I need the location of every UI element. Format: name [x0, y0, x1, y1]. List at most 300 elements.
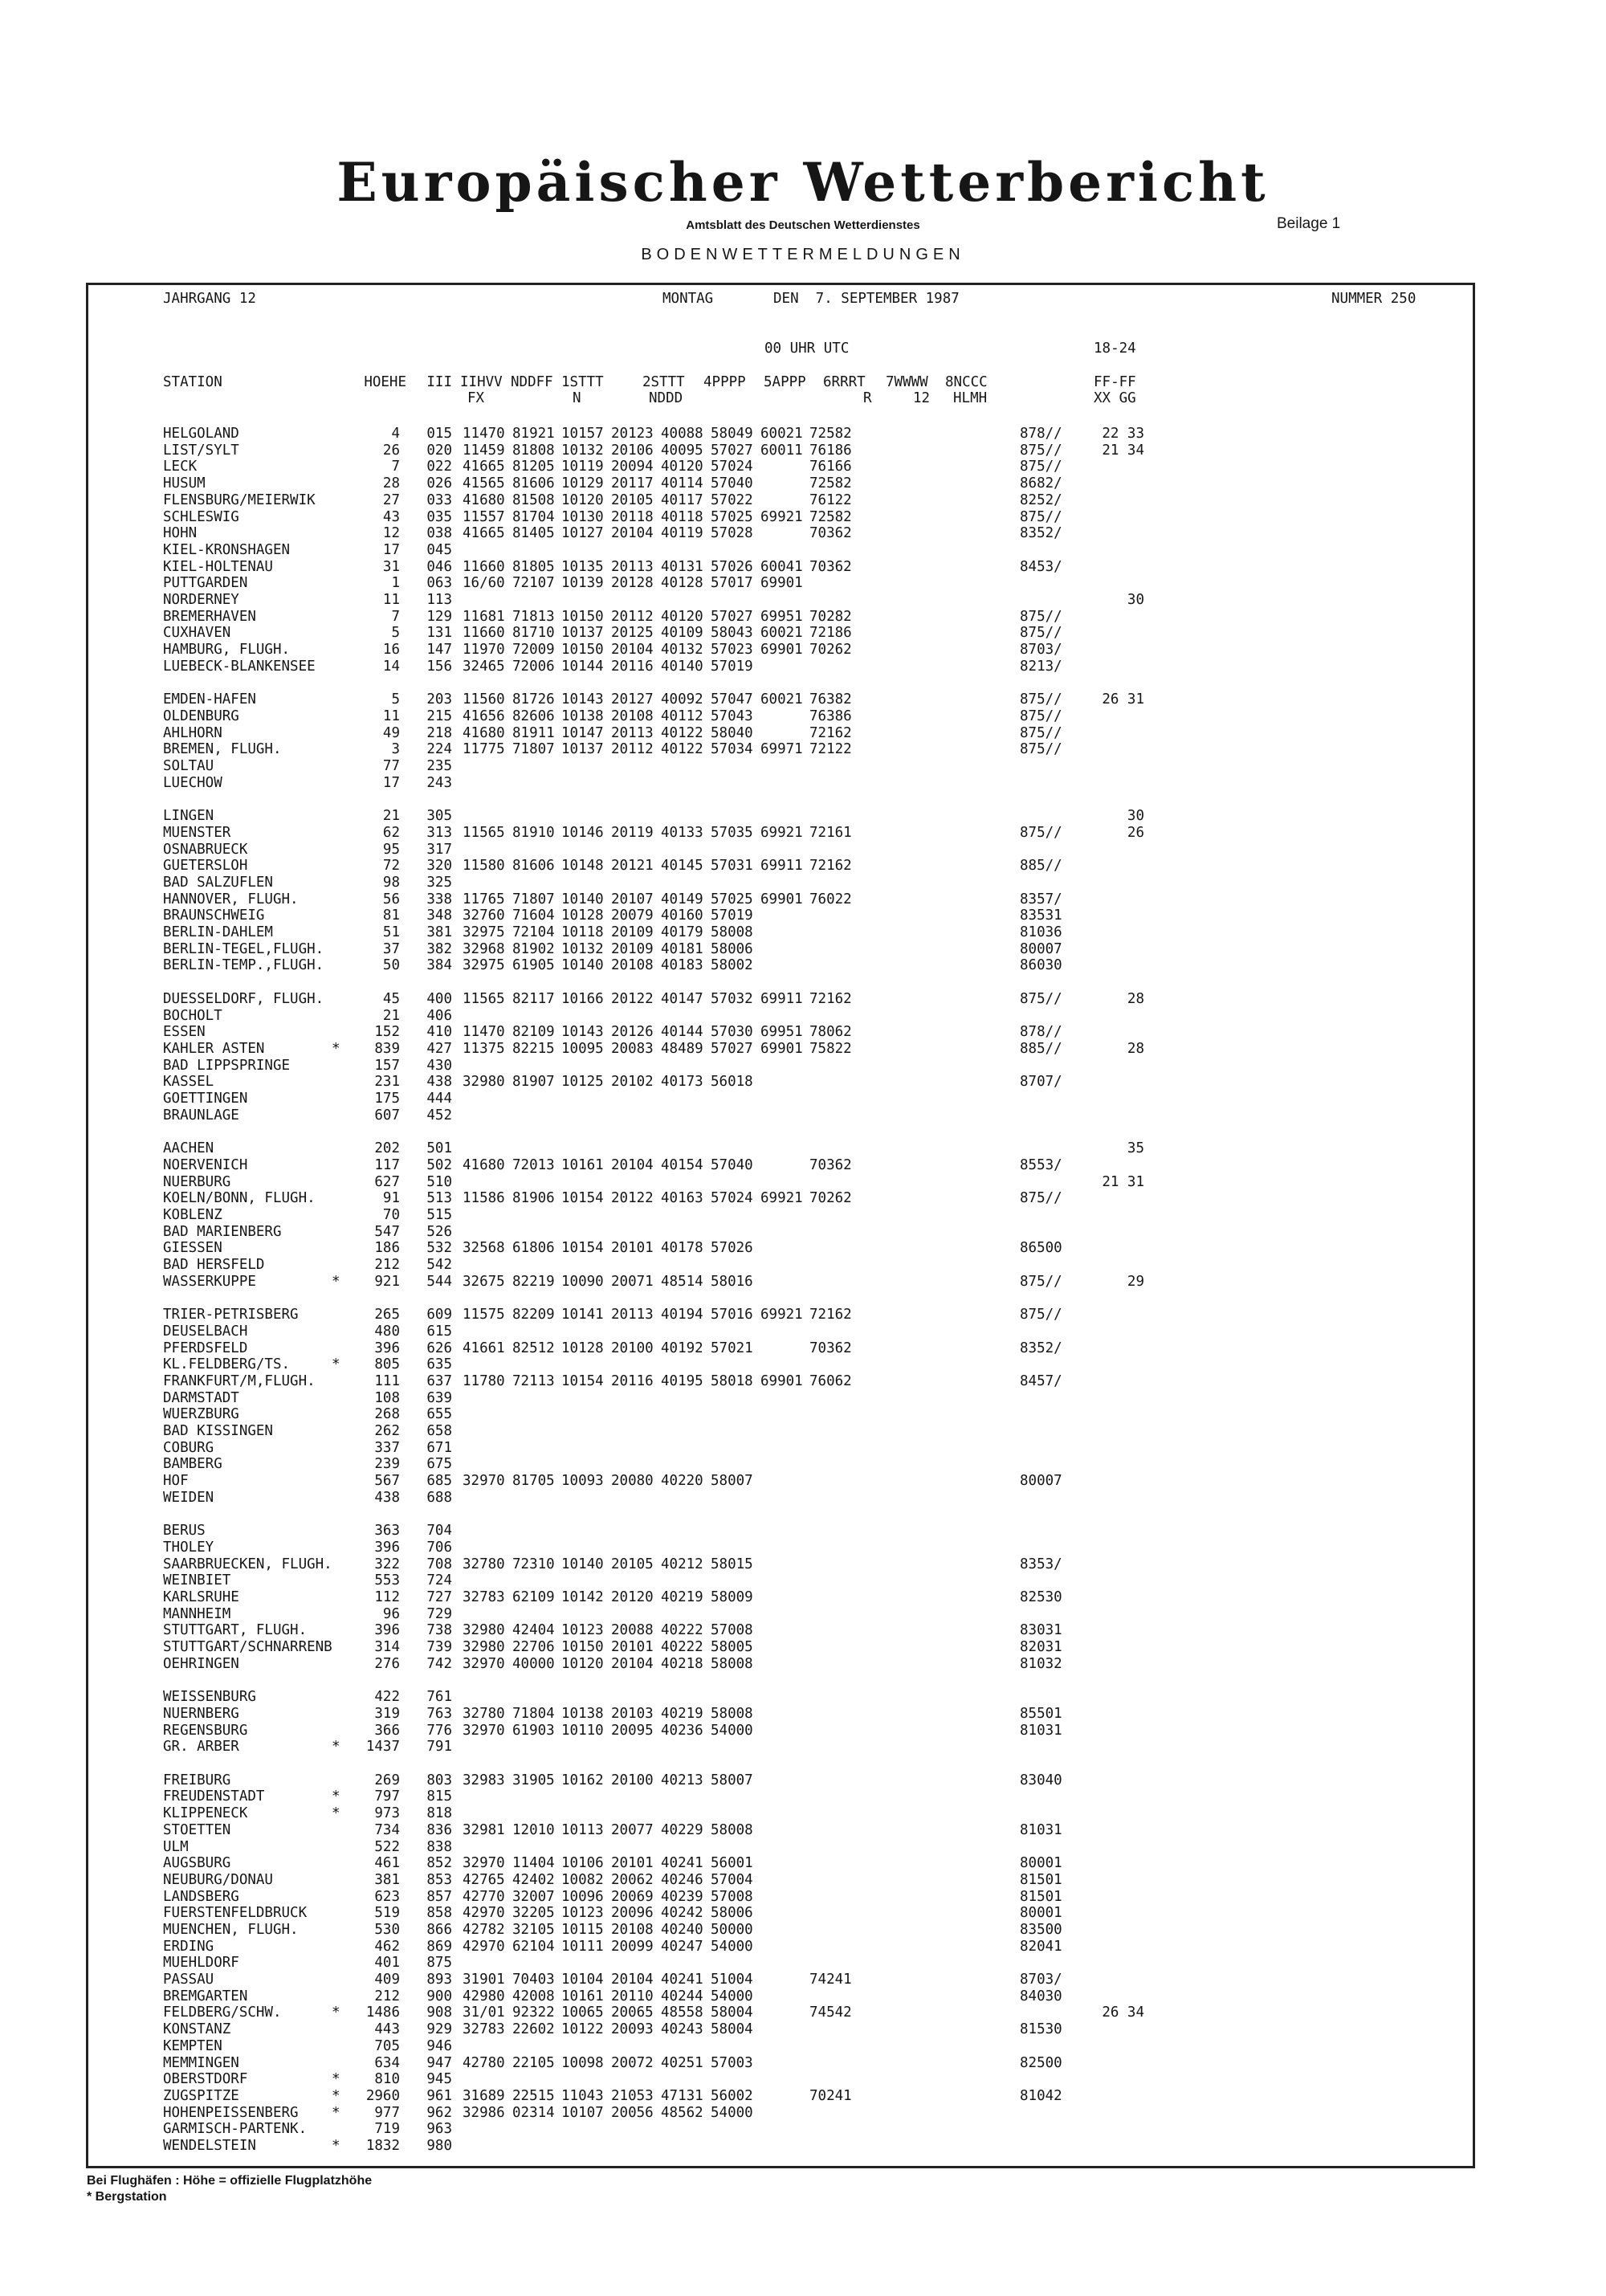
station-index: 858 — [426, 1905, 452, 1921]
group-n: 81530 — [1020, 2021, 1062, 2037]
group-w: 70362 — [809, 1157, 852, 1173]
group-n: 83531 — [1020, 907, 1062, 924]
station-name: SOLTAU — [163, 758, 214, 774]
group-f: 54000 — [711, 1988, 753, 2004]
group-n: 875// — [1020, 991, 1062, 1007]
group-d: 20107 — [611, 891, 654, 907]
group-e: 40114 — [661, 475, 703, 491]
group-n: 875// — [1020, 459, 1062, 475]
station-height: 11 — [382, 708, 400, 724]
column-header-6rrrt: 6RRRT — [823, 374, 866, 390]
group-e: 40181 — [661, 941, 703, 957]
station-index: 427 — [426, 1041, 452, 1057]
station-height: 422 — [374, 1689, 400, 1705]
group-n: 81501 — [1020, 1872, 1062, 1888]
station-name: GARMISCH-PARTENK. — [163, 2121, 308, 2137]
station-height: 16 — [382, 642, 400, 658]
group-w: 76382 — [809, 691, 852, 708]
column-subheader-nddd: NDDD — [649, 390, 683, 406]
station-index: 305 — [426, 808, 452, 824]
station-height: 7 — [391, 609, 400, 625]
group-d: 21053 — [611, 2088, 654, 2104]
station-name: KOBLENZ — [163, 1207, 222, 1223]
station-name: NUERNBERG — [163, 1706, 239, 1722]
group-e: 40120 — [661, 609, 703, 625]
group-b: 82209 — [512, 1307, 555, 1323]
station-height: 363 — [374, 1523, 400, 1539]
group-b: 81805 — [512, 559, 555, 575]
group-b: 32205 — [512, 1905, 555, 1921]
column-header-1sttt: 1STTT — [561, 374, 604, 390]
station-height: 381 — [374, 1872, 400, 1888]
group-b: 71604 — [512, 907, 555, 924]
group-e: 40220 — [661, 1473, 703, 1489]
station-index: 639 — [426, 1390, 452, 1406]
station-index: 803 — [426, 1772, 452, 1788]
group-e: 40154 — [661, 1157, 703, 1173]
station-name: EMDEN-HAFEN — [163, 691, 256, 708]
mountain-station-marker: * — [332, 2088, 340, 2104]
group-e: 40192 — [661, 1340, 703, 1356]
station-index: 724 — [426, 1572, 452, 1588]
group-e: 40195 — [661, 1373, 703, 1389]
group-a: 42782 — [463, 1922, 505, 1938]
group-f: 50000 — [711, 1922, 753, 1938]
station-index: 688 — [426, 1490, 452, 1506]
group-e: 40122 — [661, 741, 703, 757]
group-e: 40120 — [661, 459, 703, 475]
group-f: 57026 — [711, 1240, 753, 1256]
group-e: 48514 — [661, 1274, 703, 1290]
station-height: 4 — [391, 426, 400, 442]
station-name: OBERSTDORF — [163, 2071, 248, 2087]
station-index: 410 — [426, 1024, 452, 1040]
station-height: 62 — [382, 825, 400, 841]
group-f: 57027 — [711, 609, 753, 625]
group-d: 20095 — [611, 1723, 654, 1739]
station-height: 27 — [382, 492, 400, 508]
group-c: 10120 — [561, 1656, 604, 1672]
station-height: 111 — [374, 1373, 400, 1389]
group-a: 11580 — [463, 858, 505, 874]
group-g: 60041 — [760, 559, 803, 575]
station-index: 626 — [426, 1340, 452, 1356]
group-f: 57026 — [711, 559, 753, 575]
station-index: 658 — [426, 1423, 452, 1439]
date-label: DEN 7. SEPTEMBER 1987 — [773, 291, 960, 307]
station-name: WUERZBURG — [163, 1406, 239, 1422]
station-height: 11 — [382, 592, 400, 608]
group-a: 11775 — [463, 741, 505, 757]
gust-value: 28 — [1127, 991, 1144, 1007]
group-d: 20116 — [611, 659, 654, 675]
group-b: 81205 — [512, 459, 555, 475]
station-index: 761 — [426, 1689, 452, 1705]
station-name: HOF — [163, 1473, 189, 1489]
group-a: 41680 — [463, 725, 505, 741]
station-height: 462 — [374, 1939, 400, 1955]
station-height: 322 — [374, 1556, 400, 1572]
group-g: 69921 — [760, 1190, 803, 1206]
group-f: 57028 — [711, 525, 753, 541]
group-n: 8352/ — [1020, 1340, 1062, 1356]
column-header-station: STATION — [163, 374, 222, 390]
station-index: 406 — [426, 1008, 452, 1024]
station-index: 763 — [426, 1706, 452, 1722]
group-d: 20117 — [611, 475, 654, 491]
group-c: 10065 — [561, 2004, 604, 2021]
station-name: LUEBECK-BLANKENSEE — [163, 659, 316, 675]
station-index: 963 — [426, 2121, 452, 2137]
gust-value: 21 34 — [1102, 442, 1144, 459]
group-w: 76386 — [809, 708, 852, 724]
station-index: 853 — [426, 1872, 452, 1888]
group-b: 72107 — [512, 575, 555, 591]
group-a: 11557 — [463, 509, 505, 525]
station-name: KOELN/BONN, FLUGH. — [163, 1190, 316, 1206]
station-index: 544 — [426, 1274, 452, 1290]
group-b: 82512 — [512, 1340, 555, 1356]
group-b: 81906 — [512, 1190, 555, 1206]
group-w: 78062 — [809, 1024, 852, 1040]
station-height: 623 — [374, 1889, 400, 1905]
station-index: 738 — [426, 1622, 452, 1638]
station-height: 56 — [382, 891, 400, 907]
group-c: 10161 — [561, 1157, 604, 1173]
station-name: KONSTANZ — [163, 2021, 231, 2037]
group-e: 40133 — [661, 825, 703, 841]
group-e: 40132 — [661, 642, 703, 658]
group-n: 85501 — [1020, 1706, 1062, 1722]
group-d: 20096 — [611, 1905, 654, 1921]
group-f: 58018 — [711, 1373, 753, 1389]
station-height: 977 — [374, 2105, 400, 2121]
group-e: 40219 — [661, 1589, 703, 1605]
station-index: 962 — [426, 2105, 452, 2121]
group-f: 57003 — [711, 2055, 753, 2071]
station-index: 532 — [426, 1240, 452, 1256]
station-height: 157 — [374, 1058, 400, 1074]
group-c: 10154 — [561, 1190, 604, 1206]
group-d: 20109 — [611, 941, 654, 957]
station-name: BERLIN-TEGEL,FLUGH. — [163, 941, 324, 957]
station-height: 276 — [374, 1656, 400, 1672]
station-height: 547 — [374, 1224, 400, 1240]
group-a: 41661 — [463, 1340, 505, 1356]
group-g: 69951 — [760, 609, 803, 625]
group-d: 20108 — [611, 708, 654, 724]
group-a: 32975 — [463, 957, 505, 973]
group-w: 72122 — [809, 741, 852, 757]
station-name: BREMGARTEN — [163, 1988, 248, 2004]
station-name: HOHENPEISSENBERG — [163, 2105, 299, 2121]
station-name: MEMMINGEN — [163, 2055, 239, 2071]
station-height: 265 — [374, 1307, 400, 1323]
station-index: 438 — [426, 1074, 452, 1090]
column-subheader-n: N — [573, 390, 581, 406]
station-index: 852 — [426, 1855, 452, 1871]
station-index: 147 — [426, 642, 452, 658]
station-height: 37 — [382, 941, 400, 957]
station-name: OSNABRUECK — [163, 842, 248, 858]
group-g: 69901 — [760, 1373, 803, 1389]
station-index: 338 — [426, 891, 452, 907]
group-a: 32465 — [463, 659, 505, 675]
group-e: 40173 — [661, 1074, 703, 1090]
group-n: 8357/ — [1020, 891, 1062, 907]
station-name: BAD HERSFELD — [163, 1257, 265, 1273]
group-d: 20101 — [611, 1240, 654, 1256]
group-f: 57016 — [711, 1307, 753, 1323]
station-name: AACHEN — [163, 1140, 214, 1156]
group-f: 57030 — [711, 1024, 753, 1040]
station-height: 212 — [374, 1988, 400, 2004]
group-b: 22602 — [512, 2021, 555, 2037]
station-height: 530 — [374, 1922, 400, 1938]
mountain-station-marker: * — [332, 1356, 340, 1372]
group-d: 20104 — [611, 1656, 654, 1672]
column-subheader-xx-gg: XX GG — [1094, 390, 1136, 406]
group-d: 20056 — [611, 2105, 654, 2121]
station-height: 21 — [382, 808, 400, 824]
group-c: 10123 — [561, 1622, 604, 1638]
station-name: KIEL-KRONSHAGEN — [163, 542, 291, 558]
group-d: 20080 — [611, 1473, 654, 1489]
group-n: 81501 — [1020, 1889, 1062, 1905]
group-a: 11586 — [463, 1190, 505, 1206]
station-name: BAMBERG — [163, 1456, 222, 1472]
station-name: SCHLESWIG — [163, 509, 239, 525]
station-height: 98 — [382, 875, 400, 891]
group-e: 40241 — [661, 1972, 703, 1988]
group-n: 878// — [1020, 1024, 1062, 1040]
mountain-station-marker: * — [332, 2004, 340, 2021]
group-w: 76186 — [809, 442, 852, 459]
column-subheader-hlmh: HLMH — [953, 390, 988, 406]
station-index: 501 — [426, 1140, 452, 1156]
station-name: KAHLER ASTEN — [163, 1041, 265, 1057]
group-f: 57025 — [711, 509, 753, 525]
group-b: 81405 — [512, 525, 555, 541]
station-height: 21 — [382, 1008, 400, 1024]
group-f: 57023 — [711, 642, 753, 658]
group-e: 40247 — [661, 1939, 703, 1955]
group-c: 10144 — [561, 659, 604, 675]
station-index: 945 — [426, 2071, 452, 2087]
group-b: 22515 — [512, 2088, 555, 2104]
group-d: 20093 — [611, 2021, 654, 2037]
station-name: ESSEN — [163, 1024, 206, 1040]
station-index: 836 — [426, 1822, 452, 1838]
station-height: 366 — [374, 1723, 400, 1739]
group-d: 20113 — [611, 725, 654, 741]
group-n: 83500 — [1020, 1922, 1062, 1938]
station-index: 635 — [426, 1356, 452, 1372]
station-height: 108 — [374, 1390, 400, 1406]
station-height: 314 — [374, 1639, 400, 1655]
station-name: BAD MARIENBERG — [163, 1224, 282, 1240]
group-c: 10125 — [561, 1074, 604, 1090]
station-index: 946 — [426, 2038, 452, 2054]
group-f: 51004 — [711, 1972, 753, 1988]
group-f: 57024 — [711, 459, 753, 475]
group-c: 10093 — [561, 1473, 604, 1489]
station-index: 381 — [426, 924, 452, 940]
group-n: 875// — [1020, 625, 1062, 641]
group-f: 57008 — [711, 1889, 753, 1905]
station-index: 131 — [426, 625, 452, 641]
group-n: 875// — [1020, 691, 1062, 708]
group-c: 10090 — [561, 1274, 604, 1290]
group-b: 81508 — [512, 492, 555, 508]
station-name: WEINBIET — [163, 1572, 231, 1588]
station-height: 117 — [374, 1157, 400, 1173]
station-name: NOERVENICH — [163, 1157, 248, 1173]
station-name: KASSEL — [163, 1074, 214, 1090]
group-a: 32980 — [463, 1622, 505, 1638]
station-height: 797 — [374, 1788, 400, 1805]
group-f: 58040 — [711, 725, 753, 741]
station-height: 705 — [374, 2038, 400, 2054]
station-height: 28 — [382, 475, 400, 491]
group-n: 81042 — [1020, 2088, 1062, 2104]
group-a: 32975 — [463, 924, 505, 940]
station-height: 1832 — [365, 2138, 400, 2154]
group-f: 57019 — [711, 659, 753, 675]
group-f: 57027 — [711, 1041, 753, 1057]
station-height: 519 — [374, 1905, 400, 1921]
group-n: 8707/ — [1020, 1074, 1062, 1090]
station-height: 337 — [374, 1440, 400, 1456]
group-e: 40222 — [661, 1639, 703, 1655]
group-c: 10162 — [561, 1772, 604, 1788]
group-f: 57008 — [711, 1622, 753, 1638]
group-b: 81710 — [512, 625, 555, 641]
group-g: 69911 — [760, 858, 803, 874]
station-height: 7 — [391, 459, 400, 475]
station-index: 129 — [426, 609, 452, 625]
station-name: STOETTEN — [163, 1822, 231, 1838]
group-w: 70362 — [809, 559, 852, 575]
station-index: 224 — [426, 741, 452, 757]
nummer-label: NUMMER 250 — [1331, 291, 1416, 307]
group-a: 32783 — [463, 2021, 505, 2037]
station-index: 526 — [426, 1224, 452, 1240]
group-n: 8553/ — [1020, 1157, 1062, 1173]
group-d: 20116 — [611, 1373, 654, 1389]
station-index: 400 — [426, 991, 452, 1007]
station-height: 152 — [374, 1024, 400, 1040]
station-height: 319 — [374, 1706, 400, 1722]
group-a: 31689 — [463, 2088, 505, 2104]
group-b: 81907 — [512, 1074, 555, 1090]
group-d: 20104 — [611, 525, 654, 541]
group-e: 40222 — [661, 1622, 703, 1638]
station-index: 875 — [426, 1955, 452, 1971]
group-a: 32983 — [463, 1772, 505, 1788]
station-height: 77 — [382, 758, 400, 774]
station-height: 96 — [382, 1606, 400, 1622]
group-f: 57021 — [711, 1340, 753, 1356]
group-w: 75822 — [809, 1041, 852, 1057]
group-e: 40219 — [661, 1706, 703, 1722]
group-n: 80001 — [1020, 1905, 1062, 1921]
station-height: 43 — [382, 509, 400, 525]
station-index: 502 — [426, 1157, 452, 1173]
group-a: 32986 — [463, 2105, 505, 2121]
station-index: 156 — [426, 659, 452, 675]
station-name: BAD KISSINGEN — [163, 1423, 273, 1439]
station-height: 443 — [374, 2021, 400, 2037]
group-f: 58049 — [711, 426, 753, 442]
station-index: 706 — [426, 1540, 452, 1556]
group-a: 32970 — [463, 1855, 505, 1871]
group-c: 10110 — [561, 1723, 604, 1739]
station-height: 51 — [382, 924, 400, 940]
station-name: FREUDENSTADT — [163, 1788, 265, 1805]
station-name: FUERSTENFELDBRUCK — [163, 1905, 308, 1921]
station-name: HELGOLAND — [163, 426, 239, 442]
station-height: 70 — [382, 1207, 400, 1223]
station-height: 810 — [374, 2071, 400, 2087]
group-f: 58004 — [711, 2004, 753, 2021]
station-name: HANNOVER, FLUGH. — [163, 891, 299, 907]
station-name: NORDERNEY — [163, 592, 239, 608]
group-a: 32780 — [463, 1706, 505, 1722]
group-n: 82031 — [1020, 1639, 1062, 1655]
group-b: 31905 — [512, 1772, 555, 1788]
group-b: 82109 — [512, 1024, 555, 1040]
group-n: 82530 — [1020, 1589, 1062, 1605]
station-name: STUTTGART, FLUGH. — [163, 1622, 308, 1638]
group-e: 40251 — [661, 2055, 703, 2071]
group-f: 58008 — [711, 1822, 753, 1838]
group-f: 58007 — [711, 1473, 753, 1489]
station-name: GR. ARBER — [163, 1739, 239, 1755]
column-header-8nccc: 8NCCC — [945, 374, 988, 390]
group-d: 20113 — [611, 1307, 654, 1323]
station-name: ZUGSPITZE — [163, 2088, 239, 2104]
station-index: 033 — [426, 492, 452, 508]
station-height: 396 — [374, 1540, 400, 1556]
column-subheader-fx: FX — [467, 390, 485, 406]
station-name: DARMSTADT — [163, 1390, 239, 1406]
group-e: 40149 — [661, 891, 703, 907]
group-f: 58008 — [711, 1706, 753, 1722]
station-name: REGENSBURG — [163, 1723, 248, 1739]
station-height: 91 — [382, 1190, 400, 1206]
group-c: 11043 — [561, 2088, 604, 2104]
station-index: 444 — [426, 1091, 452, 1107]
group-d: 20110 — [611, 1988, 654, 2004]
group-e: 40243 — [661, 2021, 703, 2037]
group-f: 57034 — [711, 741, 753, 757]
group-a: 11565 — [463, 825, 505, 841]
station-index: 026 — [426, 475, 452, 491]
group-d: 20105 — [611, 1556, 654, 1572]
group-n: 86500 — [1020, 1240, 1062, 1256]
group-b: 81921 — [512, 426, 555, 442]
group-a: 42970 — [463, 1905, 505, 1921]
station-height: 396 — [374, 1622, 400, 1638]
station-index: 838 — [426, 1839, 452, 1855]
station-height: 17 — [382, 542, 400, 558]
group-c: 10128 — [561, 1340, 604, 1356]
group-f: 57043 — [711, 708, 753, 724]
station-name: PUTTGARDEN — [163, 575, 248, 591]
group-b: 42402 — [512, 1872, 555, 1888]
gust-value: 26 31 — [1102, 691, 1144, 708]
